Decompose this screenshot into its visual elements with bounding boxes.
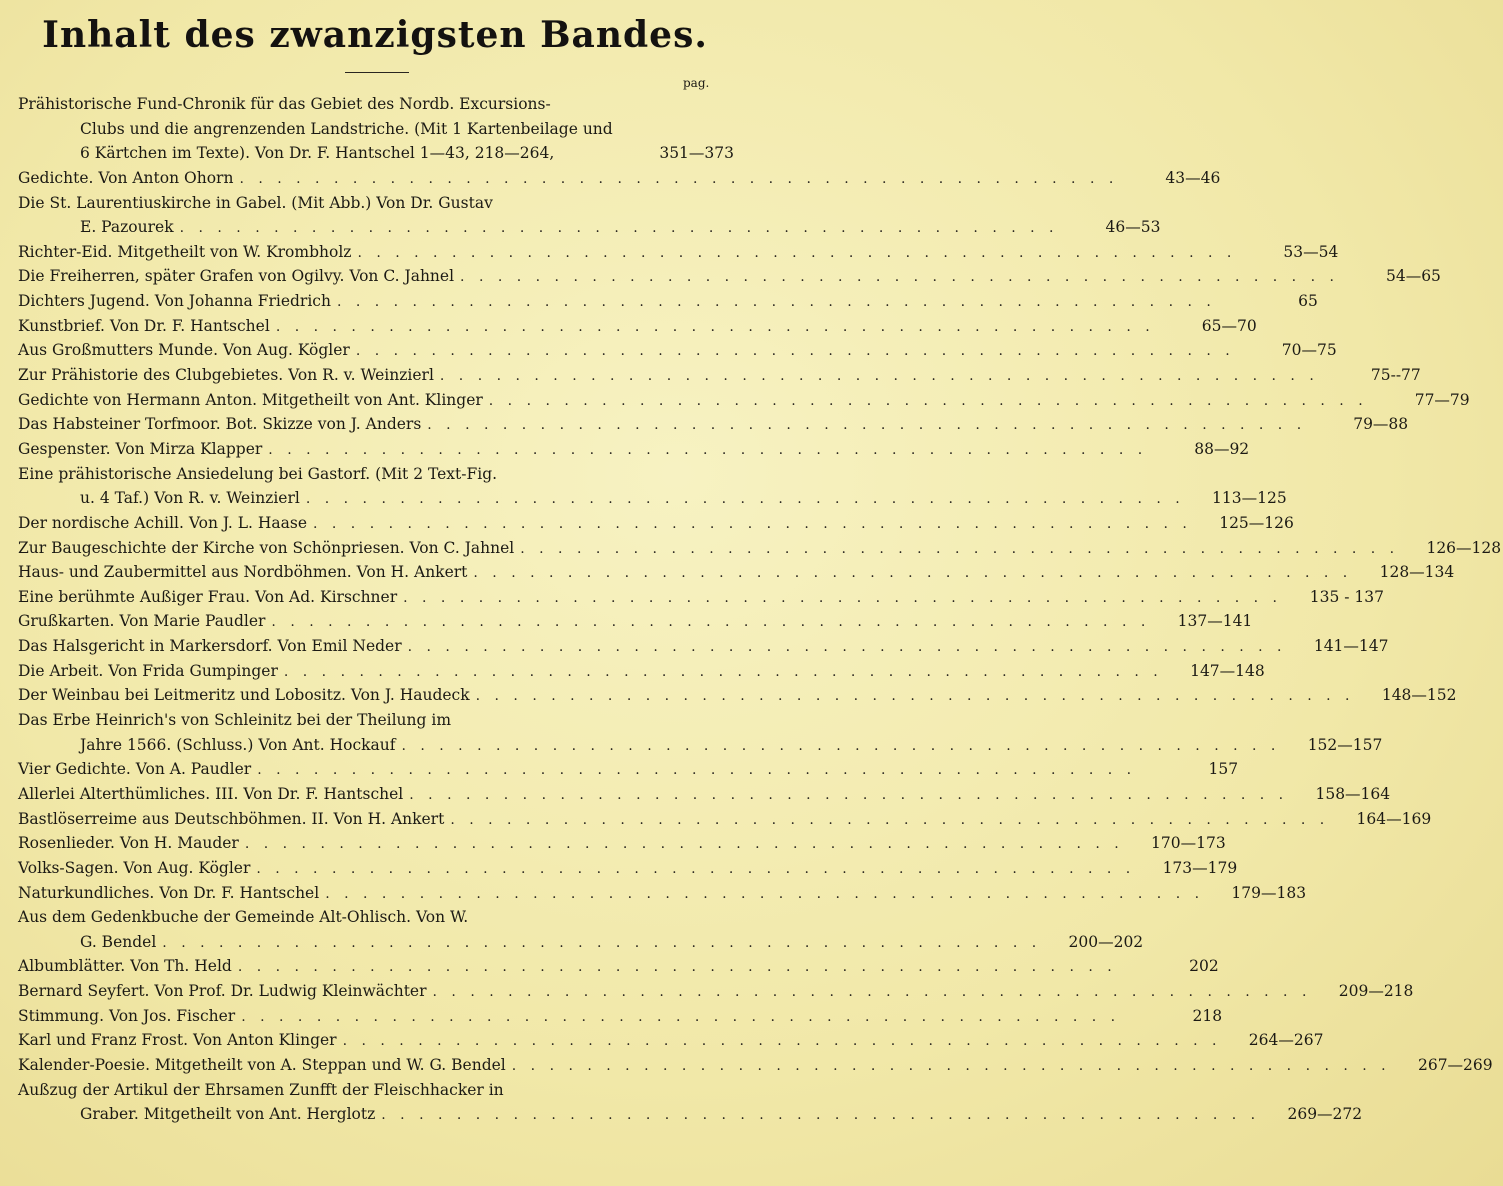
toc-entry [18, 585, 1384, 610]
dot-leader [476, 684, 1355, 709]
toc-entry-line [18, 338, 1337, 363]
toc-entry-line [18, 683, 1457, 708]
toc-entry [18, 954, 1219, 979]
toc-entry [18, 338, 1337, 363]
page-number: 70—75 [1281, 341, 1337, 360]
page-number: 141—147 [1313, 637, 1389, 656]
entry-text: Karl und Franz Frost. Von Anton Klinger [18, 1031, 337, 1050]
entry-text: Graber. Mitgetheilt von Ant. Herglotz [80, 1105, 376, 1124]
entry-text: Naturkundliches. Von Dr. F. Hantschel [18, 883, 320, 902]
entry-text: Bastlöserreime aus Deutschböhmen. II. Von H. Ankert [18, 809, 445, 828]
toc-entry [18, 683, 1457, 708]
toc-entry [18, 536, 1502, 561]
toc-entry-line [18, 659, 1265, 684]
dot-leader [489, 389, 1368, 414]
toc-entry-line [18, 782, 1391, 807]
entry-text: Clubs und die angrenzenden Landstriche. (Mit 1 Kartenbeilage und [80, 119, 613, 138]
entry-text: Bernard Seyfert. Von Prof. Dr. Ludwig Kleinwächter [18, 982, 427, 1001]
toc-entry-line [18, 979, 1414, 1004]
dot-leader [284, 660, 1163, 685]
dot-leader [313, 512, 1192, 537]
page-number: 53—54 [1283, 242, 1339, 261]
toc-entry-line [18, 240, 1339, 265]
dot-leader [257, 758, 1136, 783]
entry-text: Zur Baugeschichte der Kirche von Schönpriesen. Von C. Jahnel [18, 538, 515, 557]
toc-entry-line [18, 708, 736, 733]
page-number: 43—46 [1165, 168, 1221, 187]
page-number: 65 [1298, 292, 1318, 311]
toc-entry [18, 609, 1253, 634]
dot-leader [343, 1029, 1222, 1054]
entry-text: Richter-Eid. Mitgetheilt von W. Krombholz [18, 242, 352, 261]
entry-text: Das Halsgericht in Markersdorf. Von Emil Neder [18, 637, 402, 656]
dot-leader [433, 980, 1312, 1005]
entry-text: Jahre 1566. (Schluss.) Von Ant. Hockauf [80, 735, 396, 754]
page-number: 152—157 [1307, 735, 1383, 754]
entry-text: Die Arbeit. Von Frida Gumpinger [18, 661, 278, 680]
dot-leader [180, 216, 1059, 241]
page-number: 202 [1189, 957, 1219, 976]
dot-leader [337, 290, 1216, 315]
entry-text: Grußkarten. Von Marie Paudler [18, 612, 266, 631]
toc-entry-line [18, 757, 1239, 782]
toc-entry-line [18, 388, 1470, 413]
toc-entry-line [18, 560, 1455, 585]
page-number: 264—267 [1248, 1031, 1324, 1050]
toc-entry [18, 289, 1318, 314]
toc-entry [18, 831, 1226, 856]
toc-entry-line [18, 264, 1441, 289]
dot-leader [403, 586, 1282, 611]
toc-entry [18, 363, 1421, 388]
page-number: 46—53 [1105, 218, 1161, 237]
toc-entry [18, 412, 1409, 437]
toc-entry-line [18, 289, 1318, 314]
title-divider [345, 72, 409, 73]
toc-entry [18, 659, 1265, 684]
toc-entry-line [18, 634, 1389, 659]
entry-text: Albumblätter. Von Th. Held [18, 957, 232, 976]
toc-entry-line [18, 585, 1384, 610]
page-number: 351—373 [659, 144, 734, 163]
page-column-label: pag. [683, 76, 710, 90]
page-number: 157 [1208, 760, 1239, 779]
toc-entry [18, 92, 736, 166]
dot-leader [440, 364, 1319, 389]
entry-text: Gespenster. Von Mirza Klapper [18, 439, 263, 458]
page-number: 170—173 [1151, 834, 1226, 853]
dot-leader [427, 413, 1306, 438]
toc-entry-line [18, 141, 736, 166]
toc-entry [18, 757, 1239, 782]
toc-entry-line [18, 314, 1257, 339]
page-number: 158—164 [1315, 784, 1391, 803]
entry-text: u. 4 Taf.) Von R. v. Weinzierl [80, 489, 300, 508]
entry-text: Das Habsteiner Torfmoor. Bot. Skizze von J. Anders [18, 415, 422, 434]
entry-text: Außzug der Artikul der Ehrsamen Zunfft der Fleischhacker in [18, 1080, 504, 1099]
toc-entry [18, 462, 1287, 511]
page-number: 135 - 137 [1309, 587, 1384, 606]
toc-entry-line [18, 1028, 1324, 1053]
page-number: 269—272 [1287, 1105, 1363, 1124]
dot-leader [460, 265, 1339, 290]
toc-entry-line [18, 733, 1383, 758]
toc-entry-line [18, 117, 736, 142]
entry-text: Die St. Laurentiuskirche in Gabel. (Mit Abb.) Von Dr. Gustav [18, 193, 493, 212]
toc-entry-line [18, 609, 1253, 634]
dot-leader [401, 734, 1280, 759]
dot-leader [357, 241, 1236, 266]
page-number: 209—218 [1338, 982, 1414, 1001]
dot-leader [306, 487, 1185, 512]
page-number: 54—65 [1385, 267, 1441, 286]
page-number: 200—202 [1068, 932, 1144, 951]
toc-entry [18, 782, 1391, 807]
entry-text: Prähistorische Fund-Chronik für das Gebiet des Nordb. Excursions- [18, 95, 551, 113]
entry-text: Der nordische Achill. Von J. L. Haase [18, 513, 307, 532]
page-number: 164—169 [1356, 809, 1432, 828]
toc-entry-line [18, 954, 1219, 979]
dot-leader [256, 857, 1135, 882]
dot-leader [241, 1005, 1120, 1030]
toc-entry-line [18, 856, 1238, 881]
dot-leader [238, 955, 1117, 980]
toc-entry [18, 388, 1470, 413]
toc-entry [18, 1004, 1223, 1029]
entry-text: Rosenlieder. Von H. Mauder [18, 834, 239, 853]
dot-leader [356, 339, 1235, 364]
toc-entry-line [18, 462, 736, 487]
toc-entry-line [18, 92, 736, 117]
dot-leader [162, 931, 1041, 956]
entry-text: Der Weinbau bei Leitmeritz und Lobositz. Von J. Haudeck [18, 686, 470, 705]
table-of-contents [18, 92, 1502, 1127]
toc-entry [18, 1078, 1363, 1127]
toc-entry [18, 807, 1432, 832]
page-title: Inhalt des zwanzigsten Bandes. [42, 14, 708, 56]
toc-entry-line [18, 831, 1226, 856]
entry-text: Dichters Jugend. Von Johanna Friedrich [18, 292, 331, 311]
toc-entry-line [18, 807, 1432, 832]
page-number: 88—92 [1194, 439, 1250, 458]
toc-entry-line [18, 930, 1144, 955]
toc-entry-line [18, 437, 1250, 462]
toc-entry [18, 708, 1383, 757]
page-number: 137—141 [1177, 612, 1253, 631]
toc-entry-line [18, 1004, 1223, 1029]
entry-text: Vier Gedichte. Von A. Paudler [18, 760, 252, 779]
toc-entry [18, 979, 1414, 1004]
page-number: 179—183 [1231, 883, 1307, 902]
page-number: 75--77 [1370, 366, 1421, 385]
page-number: 65—70 [1201, 316, 1257, 335]
toc-entry [18, 856, 1238, 881]
dot-leader [271, 610, 1150, 635]
entry-text: Aus dem Gedenkbuche der Gemeinde Alt-Ohlisch. Von W. [18, 908, 469, 927]
toc-entry [18, 881, 1307, 906]
toc-entry [18, 264, 1441, 289]
page-number: 79—88 [1353, 415, 1409, 434]
page-number: 148—152 [1381, 686, 1457, 705]
entry-text: G. Bendel [80, 932, 157, 951]
entry-text: Gedichte von Hermann Anton. Mitgetheilt von Ant. Klinger [18, 390, 483, 409]
toc-entry-line [18, 412, 1409, 437]
page-number: 77—79 [1414, 390, 1470, 409]
entry-text: Das Erbe Heinrich's von Schleinitz bei der Theilung im [18, 711, 452, 730]
dot-leader [450, 808, 1329, 833]
toc-entry [18, 560, 1455, 585]
entry-text: Volks-Sagen. Von Aug. Kögler [18, 858, 251, 877]
toc-entry-line [18, 1102, 1363, 1127]
toc-entry-line [18, 905, 736, 930]
entry-text: Kunstbrief. Von Dr. F. Hantschel [18, 316, 270, 335]
dot-leader [245, 832, 1124, 857]
entry-text: Eine prähistorische Ansiedelung bei Gastorf. (Mit 2 Text-Fig. [18, 464, 498, 483]
entry-text: 6 Kärtchen im Texte). Von Dr. F. Hantschel 1—43, 218—264, [80, 144, 555, 163]
page-number: 173—179 [1162, 858, 1238, 877]
entry-text: Eine berühmte Außiger Frau. Von Ad. Kirschner [18, 587, 398, 606]
toc-entry [18, 314, 1257, 339]
page-number: 113—125 [1212, 489, 1287, 508]
toc-entry-line [18, 881, 1307, 906]
toc-entry [18, 437, 1250, 462]
entry-text: Aus Großmutters Munde. Von Aug. Kögler [18, 341, 350, 360]
toc-entry-line [18, 191, 736, 216]
entry-text: E. Pazourek [80, 218, 174, 237]
page-number: 147—148 [1190, 661, 1265, 680]
page-number: 126—128 [1426, 538, 1502, 557]
page-number: 128—134 [1379, 563, 1455, 582]
page-number: 125—126 [1219, 513, 1294, 532]
dot-leader [512, 1054, 1391, 1079]
toc-entry [18, 1053, 1493, 1078]
entry-text: Die Freiherren, später Grafen von Ogilvy. Von C. Jahnel [18, 267, 455, 286]
entry-text: Kalender-Poesie. Mitgetheilt von A. Steppan und W. G. Bendel [18, 1055, 506, 1074]
dot-leader [268, 438, 1147, 463]
dot-leader [381, 1103, 1260, 1128]
toc-entry [18, 634, 1389, 659]
toc-entry [18, 1028, 1324, 1053]
dot-leader [408, 635, 1287, 660]
toc-entry-line [18, 536, 1502, 561]
toc-entry-line [18, 1053, 1493, 1078]
toc-entry [18, 511, 1294, 536]
dot-leader [325, 882, 1204, 907]
dot-leader [473, 561, 1352, 586]
page-number: 267—269 [1417, 1055, 1493, 1074]
toc-entry-line [18, 215, 1161, 240]
entry-text: Haus- und Zaubermittel aus Nordböhmen. Von H. Ankert [18, 563, 468, 582]
entry-text: Allerlei Alterthümliches. III. Von Dr. F. Hantschel [18, 784, 404, 803]
toc-entry-line [18, 1078, 736, 1103]
toc-entry [18, 166, 1221, 191]
toc-entry-line [18, 166, 1221, 191]
dot-leader [520, 537, 1399, 562]
entry-text: Stimmung. Von Jos. Fischer [18, 1006, 236, 1025]
toc-entry [18, 905, 1144, 954]
page-number: 218 [1192, 1006, 1223, 1025]
toc-entry [18, 191, 1161, 240]
dot-leader [409, 783, 1288, 808]
toc-entry-line [18, 511, 1294, 536]
toc-entry-line [18, 363, 1421, 388]
toc-entry-line [18, 486, 1287, 511]
entry-text: Gedichte. Von Anton Ohorn [18, 168, 234, 187]
toc-entry [18, 240, 1339, 265]
entry-text: Zur Prähistorie des Clubgebietes. Von R. v. Weinzierl [18, 366, 434, 385]
dot-leader [276, 315, 1155, 340]
dot-leader [239, 167, 1118, 192]
